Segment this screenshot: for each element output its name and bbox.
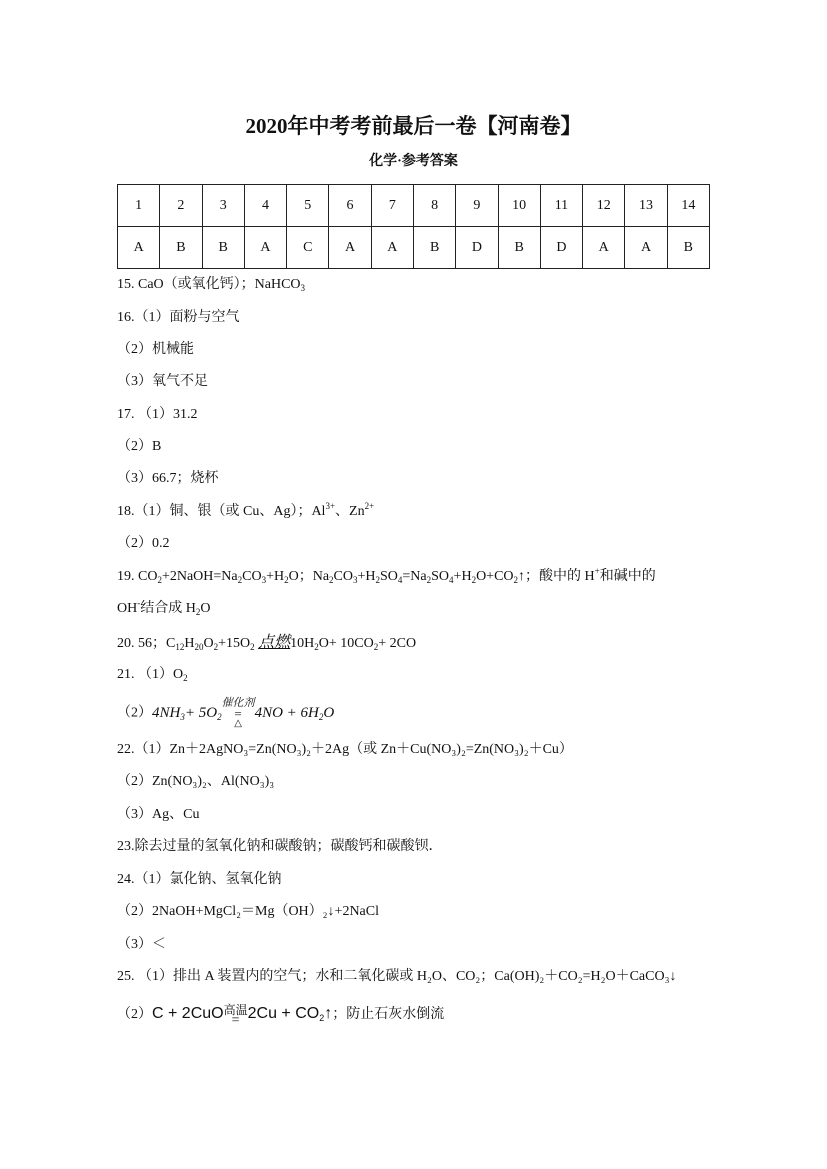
answer-line-17-3: （3）66.7；烧杯 (117, 471, 219, 486)
answer-line-20: 20. 56；$C_{12}H_{20}O_2+15O_2$ 点燃$10H_2O+ 10CO_2+ 2CO$ (117, 632, 417, 652)
answer-table (117, 184, 710, 269)
answer-line-24-1: 24.（1）氯化钠、氢氧化钠 (117, 872, 282, 887)
answer-table-answer-row (118, 227, 710, 269)
answer-line-25-1: 25. （1）排出 A 装置内的空气；水和二氧化碳或 H₂O、CO₂；Ca(OH)₂＋CO₂=H₂O＋CaCO₃↓ (117, 969, 677, 984)
question-number-cell: 13 (625, 185, 667, 227)
question-number-cell: 11 (540, 185, 582, 227)
answer-line-19-cont: OH-结合成 $H_2O$ (117, 598, 211, 617)
answer-line-17-2: （2）B (117, 439, 162, 454)
answer-line-16-1: 16.（1）面粉与空气 (117, 310, 240, 325)
answer-cell: B (667, 227, 709, 269)
answer-line-25-2: （2）C + 2CuO 高温 = $2Cu + CO_2↑$；防止石灰水倒流 (117, 1003, 445, 1028)
high-temperature-condition: 高温 = (223, 1003, 248, 1028)
answer-cell: D (456, 227, 498, 269)
answer-cell: A (625, 227, 667, 269)
answer-cell: C (287, 227, 329, 269)
answer-cell: B (413, 227, 455, 269)
question-number-cell: 7 (371, 185, 413, 227)
question-number-cell: 9 (456, 185, 498, 227)
answer-line-19: 19. $CO_2+2NaOH=Na_2CO_3+H_2O$；$Na_2CO_3+H_2SO_4=Na_2SO_4+H_2O+CO_2↑$；酸中的 H+和碱中的 (117, 566, 656, 585)
question-number-cell: 3 (202, 185, 244, 227)
answer-line-22-1: 22.（1）Zn＋2AgNO₃=Zn(NO₃)₂＋2Ag（或 Zn＋Cu(NO₃)₂=Zn(NO₃)₂＋Cu） (117, 742, 573, 757)
answer-cell: A (583, 227, 625, 269)
page-title: 2020年中考考前最后一卷【河南卷】 (245, 114, 582, 138)
page-subtitle: 化学·参考答案 (369, 154, 458, 169)
answer-cell: D (540, 227, 582, 269)
answer-line-23: 23.除去过量的氢氧化钠和碳酸钠；碳酸钙和碳酸钡． (117, 839, 443, 854)
answer-line-16-3: （3）氧气不足 (117, 374, 208, 389)
answer-line-21-2: $(2)4NH_3+ 5O_2$ 催化剂 = △ $4NO + 6H_2O$ (117, 697, 335, 729)
answer-line-22-3: （3）Ag、Cu (117, 807, 200, 822)
answer-line-15: 15. CaO（或氧化钙）；NaHCO$_3$ (117, 277, 306, 293)
question-number-cell: 5 (287, 185, 329, 227)
answer-line-18-1: 18.（1）铜、银（或 Cu、Ag）；$Al^{3+}$、$Zn^{2+}$ (117, 501, 375, 519)
catalyst-condition: 催化剂 = △ (221, 697, 255, 729)
answer-cell: A (244, 227, 286, 269)
question-number-cell: 1 (118, 185, 160, 227)
answer-line-22-2: （2）Zn(NO₃)₂、Al(NO₃)₃ (117, 774, 275, 789)
answer-cell: A (329, 227, 371, 269)
question-number-cell: 12 (583, 185, 625, 227)
question-number-cell: 14 (667, 185, 709, 227)
answer-line-17-1: 17. （1）31.2 (117, 407, 198, 422)
answer-line-18-2: （2）0.2 (117, 536, 170, 551)
question-number-cell: 2 (160, 185, 202, 227)
answer-cell: B (160, 227, 202, 269)
answer-cell: B (498, 227, 540, 269)
answer-line-24-2: （2）2NaOH+MgCl₂＝Mg（OH）₂↓+2NaCl (117, 904, 379, 919)
answer-cell: A (371, 227, 413, 269)
answer-cell: A (118, 227, 160, 269)
question-number-cell: 10 (498, 185, 540, 227)
answer-line-16-2: （2）机械能 (117, 342, 194, 357)
answer-line-21-1: 21. $(1)O_2$ (117, 667, 188, 683)
ignition-condition: 点燃 (258, 632, 291, 651)
answer-line-24-3: （3）＜ (117, 937, 166, 952)
question-number-cell: 6 (329, 185, 371, 227)
question-number-cell: 8 (413, 185, 455, 227)
answer-table-number-row (118, 185, 710, 227)
question-number-cell: 4 (244, 185, 286, 227)
answer-cell: B (202, 227, 244, 269)
